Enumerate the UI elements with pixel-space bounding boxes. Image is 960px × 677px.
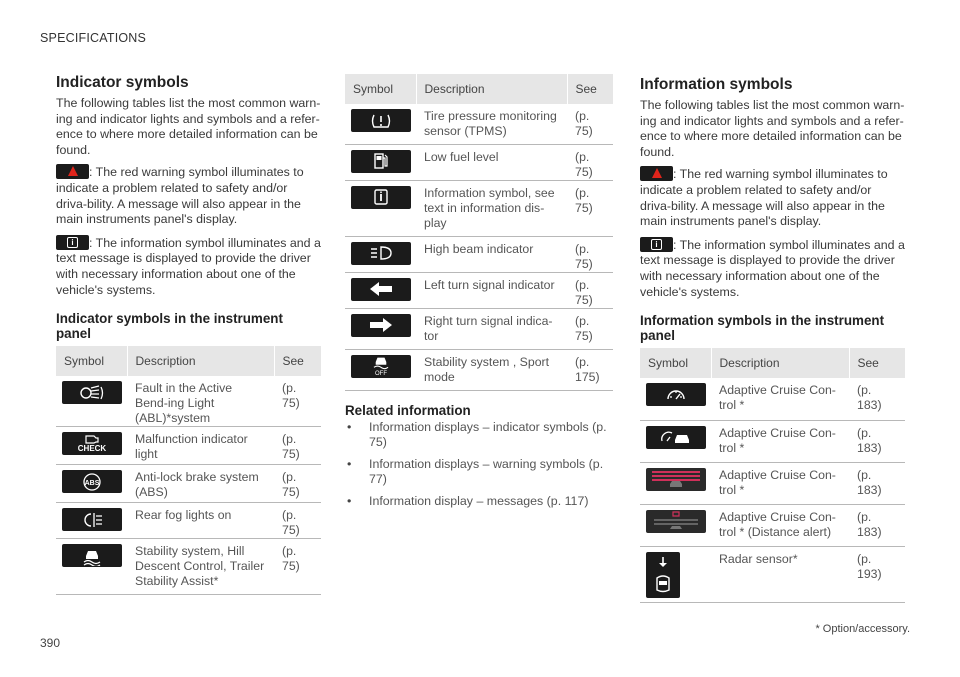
row-description: Adaptive Cruise Con-trol * (Distance alert) (711, 504, 849, 546)
row-see: (p. 75) (567, 308, 613, 349)
adaptive-cruise-car-icon (646, 426, 706, 449)
row-see: (p. 75) (567, 236, 613, 272)
table-row (345, 104, 613, 144)
related-link[interactable]: • Information display – messages (p. 117) (345, 494, 613, 510)
row-see: (p. 75) (567, 272, 613, 308)
row-see: (p. 75) (567, 104, 613, 144)
right-column (640, 74, 905, 603)
info-symbol-icon: i (56, 235, 89, 250)
footnote: * Option/accessory. (815, 623, 910, 635)
warning-triangle-icon (640, 166, 673, 181)
row-description: Right turn signal indica-tor (416, 308, 567, 349)
table-row (640, 504, 905, 546)
warning-text: : The red warning symbol illuminates to indicate a problem related to safety and/or driva-bility. A message will also appear in the main instruments panel's display. (56, 165, 304, 227)
row-see: (p. 183) (849, 378, 905, 420)
table-row (345, 272, 613, 308)
row-description: Stability system , Sport mode (416, 349, 567, 390)
table-row (56, 539, 321, 595)
table-row (640, 420, 905, 462)
left-turn-signal-icon (351, 278, 411, 301)
indicator-table (56, 346, 321, 595)
col-header-see: See (274, 346, 321, 376)
row-see: (p. 183) (849, 420, 905, 462)
subsection-title: Information symbols in the instrument panel (640, 313, 885, 344)
row-description: Tire pressure monitoring sensor (TPMS) (416, 104, 567, 144)
adaptive-cruise-distance-icon (646, 468, 706, 491)
adaptive-cruise-speedometer-icon (646, 383, 706, 406)
row-description: Malfunction indicator light (127, 427, 274, 465)
table-row (640, 546, 905, 602)
warning-text: : The red warning symbol illuminates to indicate a problem related to safety and/or driva-bility. A message will also appear in the main instruments panel's display. (640, 167, 888, 229)
subsection-title: Indicator symbols in the instrument panel (56, 311, 283, 342)
table-row (345, 180, 613, 236)
tpms-icon (351, 109, 411, 132)
col-header-description: Description (127, 346, 274, 376)
info-symbol-icon (351, 186, 411, 209)
row-description: Stability system, Hill Descent Control, Trailer Stability Assist* (127, 539, 274, 595)
row-description: Fault in the Active Bend-ing Light (ABL)*system (127, 376, 274, 427)
row-see: (p. 175) (567, 349, 613, 390)
table-row (56, 376, 321, 427)
col-header-see: See (567, 74, 613, 104)
svg-text:ABS: ABS (84, 479, 100, 487)
col-header-description: Description (711, 348, 849, 378)
row-see: (p. 75) (567, 180, 613, 236)
row-see: (p. 75) (274, 376, 321, 427)
row-see: (p. 75) (274, 539, 321, 595)
check-engine-icon: CHECK (62, 432, 122, 455)
row-description: Left turn signal indicator (416, 272, 567, 308)
row-see: (p. 75) (274, 465, 321, 503)
high-beam-icon (351, 242, 411, 265)
rear-fog-light-icon (62, 508, 122, 531)
section-title-indicator-symbols: Indicator symbols (56, 74, 189, 91)
row-see: (p. 183) (849, 462, 905, 504)
stability-sport-off-icon: OFF (351, 355, 411, 378)
abs-icon (62, 470, 122, 493)
intro-paragraph: The following tables list the most common warn-ing and indicator lights and symbols and a refer-ence to where more detailed information can be found. (640, 98, 905, 159)
col-header-symbol: Symbol (345, 74, 416, 104)
indicator-table-continued (345, 74, 613, 391)
table-row (345, 144, 613, 180)
table-row (56, 465, 321, 503)
warning-paragraph (640, 166, 905, 229)
row-description: Radar sensor* (711, 546, 849, 602)
related-link[interactable]: • Information displays – indicator symbols (p. 75) (345, 420, 613, 451)
row-description: Rear fog lights on (127, 503, 274, 539)
row-description: Adaptive Cruise Con-trol * (711, 462, 849, 504)
info-symbol-icon: i (640, 237, 673, 252)
col-header-see: See (849, 348, 905, 378)
related-information-list (345, 420, 613, 510)
table-row (56, 427, 321, 465)
row-description: Information symbol, see text in information dis-play (416, 180, 567, 236)
right-turn-signal-icon (351, 314, 411, 337)
row-see: (p. 75) (274, 503, 321, 539)
information-table (640, 348, 905, 603)
stability-system-icon (62, 544, 122, 567)
row-description: Adaptive Cruise Con-trol * (711, 420, 849, 462)
distance-alert-icon (646, 510, 706, 533)
row-see: (p. 193) (849, 546, 905, 602)
radar-sensor-icon (646, 552, 680, 598)
col-header-symbol: Symbol (56, 346, 127, 376)
table-row (640, 462, 905, 504)
col-header-symbol: Symbol (640, 348, 711, 378)
warning-paragraph (56, 164, 321, 227)
row-see: (p. 183) (849, 504, 905, 546)
running-header: SPECIFICATIONS (40, 31, 147, 45)
col-header-description: Description (416, 74, 567, 104)
table-row (345, 349, 613, 390)
middle-column (345, 74, 613, 515)
info-paragraph (56, 235, 321, 298)
row-see: (p. 75) (567, 144, 613, 180)
left-column (56, 74, 321, 595)
intro-paragraph: The following tables list the most common warn-ing and indicator lights and symbols and a refer-ence to where more detailed information can be found. (56, 96, 321, 157)
info-paragraph (640, 237, 905, 300)
active-bending-light-icon (62, 381, 122, 404)
related-information-title: Related information (345, 402, 471, 418)
row-description: High beam indicator (416, 236, 567, 272)
section-title-information-symbols: Information symbols (640, 76, 793, 93)
related-link[interactable]: • Information displays – warning symbols (p. 77) (345, 457, 613, 488)
row-see: (p. 75) (274, 427, 321, 465)
table-row (345, 236, 613, 272)
warning-triangle-icon (56, 164, 89, 179)
page-number: 390 (40, 636, 61, 650)
row-description: Low fuel level (416, 144, 567, 180)
row-description: Adaptive Cruise Con-trol * (711, 378, 849, 420)
table-row (640, 378, 905, 420)
info-text: : The information symbol illuminates and a text message is displayed to provide the driver with necessary information about one of the vehicle's systems. (640, 237, 905, 299)
table-row (345, 308, 613, 349)
table-row (56, 503, 321, 539)
row-description: Anti-lock brake system (ABS) (127, 465, 274, 503)
fuel-pump-icon (351, 150, 411, 173)
info-text: : The information symbol illuminates and a text message is displayed to provide the driver with necessary information about one of the vehicle's systems. (56, 235, 321, 297)
